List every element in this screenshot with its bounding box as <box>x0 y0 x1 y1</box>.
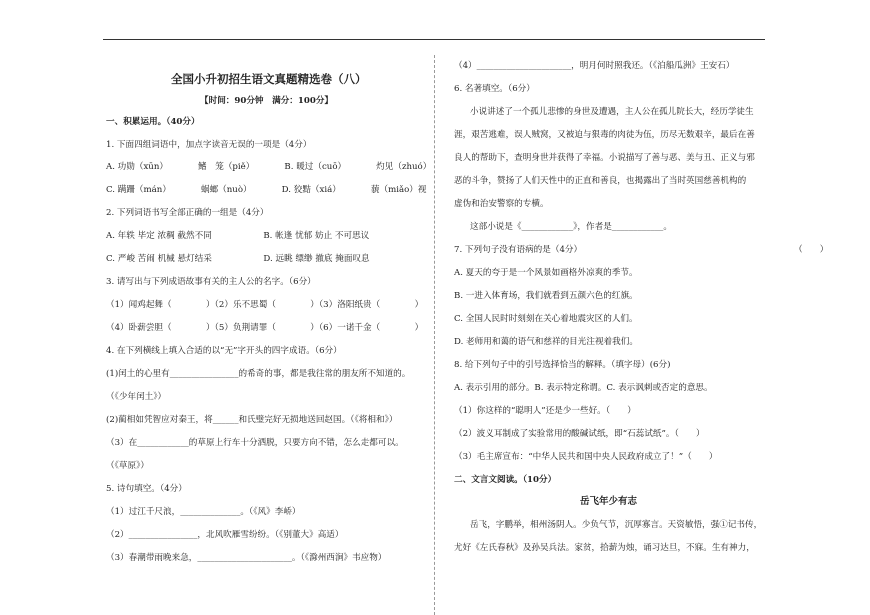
question-5: 5. 诗句填空。（4分） <box>106 484 187 494</box>
question-2: 2. 下列词语书写全部正确的一组是（4分） <box>106 208 269 218</box>
q6-paragraph-line: 小说讲述了一个孤儿悲惨的身世及遭遇，主人公在孤儿院长大，经历学徒生 <box>470 107 754 117</box>
q3-row-1: （1）闻鸡起舞（ ）（2）乐不思蜀（ ）（3）洛阳纸贵（ ） <box>106 300 424 310</box>
passage-line: 尤好《左氏春秋》及孙吴兵法。家贫，拾薪为烛，诵习达旦，不寐。生有神力， <box>454 543 755 553</box>
q6-paragraph-line: 良人的帮助下，查明身世并获得了幸福。小说描写了善与恶、美与丑、正义与邪 <box>454 153 755 163</box>
q4-item-1: (1)闰土的心里有________________的希奇的事，都是我往常的朋友所不知道的。 <box>106 369 411 379</box>
q2-options-ab: A. 年轶 毕定 浓稠 截然不同 B. 帐逢 忧郁 妨止 不可思议 <box>106 231 370 241</box>
page-title: 全国小升初招生语文真题精选卷（八） <box>171 72 367 86</box>
q1-options-cd: C. 蹒跚（mán） 蜗螂（nuò） D. 狡黠（xiá） 藐（miǎo）视 <box>106 185 427 195</box>
question-1: 1. 下面四组词语中，加点字读音无误的一项是（4分） <box>106 140 312 150</box>
q8-item-1: （1）你这样的“聪明人”还是少一些好。（ ） <box>454 406 636 416</box>
q4-item-2: (2)蔺相如凭智应对秦王，将______和氏璧完好无损地送回赵国。（《将相和》） <box>106 415 398 425</box>
q8-item-3: （3）毛主席宣布：“中华人民共和国中央人民政府成立了！”（ ） <box>454 452 718 462</box>
q5-item-2: （2）________________，北风吹雁雪纷纷。（《别董大》高适） <box>106 530 344 540</box>
q7-option-b: B. 一进入体育场，我们就看到五颜六色的红旗。 <box>454 291 638 301</box>
q7-option-d: D. 老师用和蔼的语气和慈祥的目光注视着我们。 <box>454 337 638 347</box>
section-heading: 一、积累运用。（40分） <box>106 117 200 127</box>
q3-row-2: （4）卧薪尝胆（ ）（5）负荆请罪（ ）（6）一诺千金（ ） <box>106 323 424 333</box>
q5-item-4: （4）______________________，明月何时照我还。（《泊船瓜洲》王安石） <box>454 61 735 71</box>
question-8: 8. 给下列句子中的引号选择恰当的解释。（填字母）(6分) <box>454 360 671 370</box>
q6-paragraph-line: 虚伪和治安警察的专横。 <box>454 199 549 209</box>
q5-item-1: （1）过江千尺浪，______________。（《风》李峤） <box>106 507 301 517</box>
q6-paragraph-line: 涯，艰苦逃难，误人贼窝，又被迫与狠毒的肉徒为伍，历尽无数艰辛，最后在善 <box>454 130 755 140</box>
q4-item-3-source: （《草原》） <box>106 461 149 471</box>
q4-item-3: （3）在____________的草原上行车十分洒脱，只要方向不错，怎么走都可以。 <box>106 438 404 448</box>
section-heading: 二、文言文阅读。（10分） <box>454 475 557 485</box>
top-rule <box>103 39 765 40</box>
question-6: 6. 名著填空。（6分） <box>454 84 535 94</box>
q5-item-3: （3）春潮带雨晚来急，______________________。（《滁州西涧》韦应物） <box>106 553 387 563</box>
column-divider <box>434 55 435 615</box>
q8-item-2: （2）波义耳制成了实验常用的酸碱试纸，即“石蕊试纸”。（ ） <box>454 429 705 439</box>
passage-line: 岳飞，字鹏举，相州汤阴人。少负气节，沉厚寡言。天资敏悟，强①记书传， <box>470 520 763 530</box>
question-7: 7. 下列句子没有语病的是（4分） <box>454 245 583 255</box>
q2-options-cd: C. 严峻 苦闹 机械 悬灯结采 D. 远眺 缥缈 撤底 掩面叹息 <box>106 254 370 264</box>
question-4: 4. 在下列横线上填入合适的以“无”字开头的四字成语。（6分） <box>106 346 342 356</box>
passage-title: 岳飞年少有志 <box>580 496 638 507</box>
q6-blank: 这部小说是《____________》，作者是____________。 <box>470 222 672 232</box>
q7-option-a: A. 夏天的夸于是一个风景如画格外凉爽的季节。 <box>454 268 638 278</box>
q1-options-ab: A. 功勋（xūn） 鳍 笼（piě） B. 暖过（cuō） 灼见（zhuó） <box>106 162 432 172</box>
q7-answer-paren: （ ） <box>794 245 829 255</box>
exam-info: 【时间：90分钟 满分：100分】 <box>200 96 334 106</box>
q6-paragraph-line: 恶的斗争，赞扬了人们天性中的正直和善良，也揭露出了当时英国慈善机构的 <box>454 176 747 186</box>
q8-options: A. 表示引用的部分。B. 表示特定称谓。C. 表示讽刺或否定的意思。 <box>454 383 713 393</box>
q4-item-1-source: （《少年闰土》） <box>106 392 167 402</box>
q7-option-c: C. 全国人民时时刻刻在关心着地震灾区的人们。 <box>454 314 638 324</box>
question-3: 3. 请写出与下列成语故事有关的主人公的名字。（6分） <box>106 277 316 287</box>
